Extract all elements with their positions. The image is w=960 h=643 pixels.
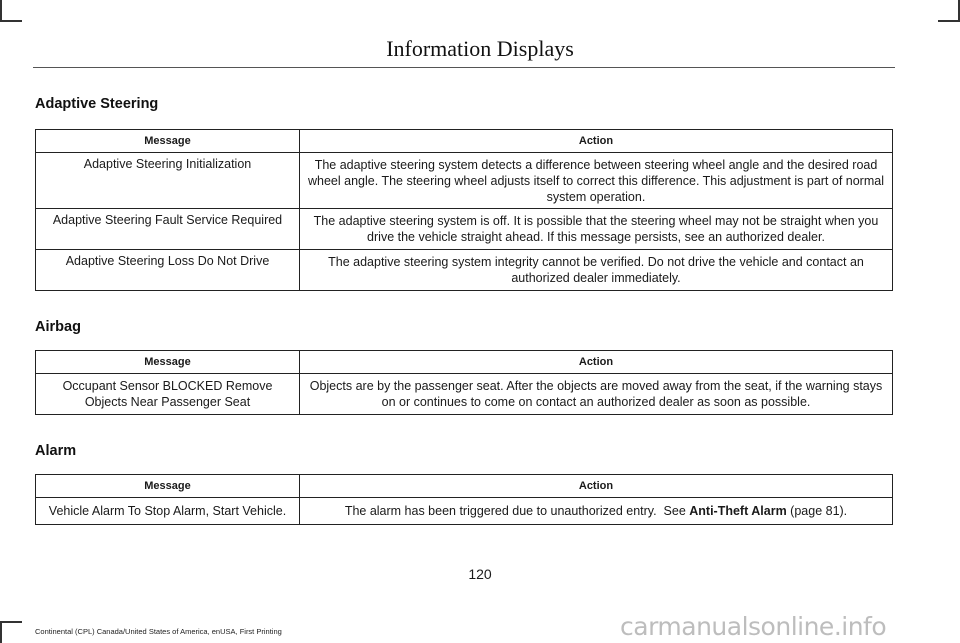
section-heading-airbag: Airbag: [35, 319, 81, 335]
page-reference: (page 81).: [786, 504, 848, 518]
table-row: [36, 250, 893, 291]
airbag-table: [35, 350, 893, 415]
message-cell: Adaptive Steering Fault Service Required: [36, 209, 300, 250]
page-number: 120: [468, 566, 492, 582]
message-cell: Adaptive Steering Initialization: [36, 153, 300, 209]
table-row: [36, 209, 893, 250]
alarm-table: [35, 474, 893, 525]
action-cell: [300, 498, 893, 525]
anti-theft-alarm-link[interactable]: Anti-Theft Alarm: [689, 504, 787, 518]
action-cell: The adaptive steering system is off. It is possible that the steering wheel may not be straight when you drive the vehicle straight ahead. If this message persists, see an authorized dealer.: [300, 209, 893, 250]
table-row: [36, 374, 893, 415]
table-row: [36, 498, 893, 525]
table-header-row: [36, 130, 893, 153]
section-heading-adaptive-steering: Adaptive Steering: [35, 96, 159, 112]
action-cell: The adaptive steering system detects a difference between steering wheel angle and the desired road wheel angle. The steering wheel adjusts itself to correct this difference. This adjustment is part of normal system operation.: [300, 153, 893, 209]
action-cell: Objects are by the passenger seat. After the objects are moved away from the seat, if the warning stays on or continues to come on contact an authorized dealer as soon as possible.: [300, 374, 893, 415]
table-row: [36, 153, 893, 209]
print-footer: Continental (CPL) Canada/United States of America, enUSA, First Printing: [35, 627, 282, 636]
column-header-message: Message: [36, 475, 300, 498]
title-rule: [33, 67, 895, 68]
site-watermark: carmanualsonline.info: [620, 612, 887, 641]
action-cell: The adaptive steering system integrity cannot be verified. Do not drive the vehicle and contact an authorized dealer immediately.: [300, 250, 893, 291]
action-text: The alarm has been triggered due to unauthorized entry. See: [344, 504, 690, 518]
column-header-action: Action: [300, 475, 893, 498]
crop-mark: [0, 20, 22, 22]
page-title: Information Displays: [386, 36, 574, 61]
message-cell: Adaptive Steering Loss Do Not Drive: [36, 250, 300, 291]
column-header-action: Action: [300, 130, 893, 153]
message-cell: Occupant Sensor BLOCKED Remove Objects Near Passenger Seat: [36, 374, 300, 415]
column-header-message: Message: [36, 351, 300, 374]
table-header-row: [36, 475, 893, 498]
adaptive-steering-table: [35, 129, 893, 291]
crop-mark: [938, 20, 960, 22]
crop-mark: [0, 621, 22, 623]
section-heading-alarm: Alarm: [35, 443, 77, 459]
column-header-action: Action: [300, 351, 893, 374]
table-header-row: [36, 351, 893, 374]
column-header-message: Message: [36, 130, 300, 153]
crop-mark: [0, 0, 2, 22]
crop-mark: [0, 621, 2, 643]
message-cell: Vehicle Alarm To Stop Alarm, Start Vehicle.: [36, 498, 300, 525]
